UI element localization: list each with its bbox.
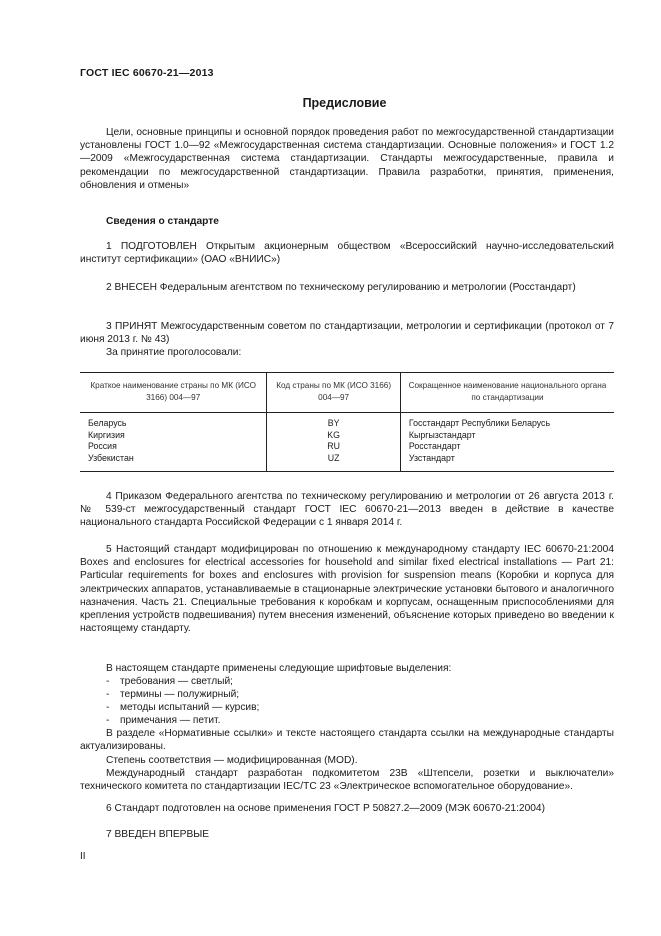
font-item-text: термины — полужирный; xyxy=(120,689,240,700)
page-number: II xyxy=(80,851,86,862)
country-name: Киргизия xyxy=(88,429,125,440)
table-header-code: Код страны по МК (ИСО 3166) 004—97 xyxy=(267,373,401,413)
table-header-body: Сокращенное наименование национального органа по стандартизации xyxy=(400,373,614,413)
item-6-paragraph: 6 Стандарт подготовлен на основе применения ГОСТ Р 50827.2—2009 (МЭК 60670-21:2004) xyxy=(106,803,545,814)
voting-table xyxy=(80,372,614,472)
body-cell xyxy=(400,413,614,472)
item-3-paragraph: 3 ПРИНЯТ Межгосударственным советом по стандартизации, метрологии и сертификации (протокол от 7 июня 2013 г. № 43) xyxy=(80,321,614,346)
list-item: - термины — полужирный; xyxy=(106,689,240,700)
table-header-row xyxy=(80,373,614,413)
intro-paragraph: Цели, основные принципы и основной порядок проведения работ по межгосударственной стандартизации установлены ГОСТ 1.0—92 «Межгосударственная система стандартизации. Основные положения» и ГОСТ 1.2—2009 «Межгосударственная система стандартизации. Стандарты межгосударственные, правила и рекомендации по межгосударственной стандартизации. Правила разработки, принятия, применения, обновления и отмены» xyxy=(80,127,614,191)
font-item-text: методы испытаний — курсив; xyxy=(120,702,260,713)
country-code: UZ xyxy=(327,452,340,463)
fonts-intro: В настоящем стандарте применены следующие шрифтовые выделения: xyxy=(106,663,452,674)
list-item: - примечания — петит. xyxy=(106,715,221,726)
country-code: RU xyxy=(327,441,340,451)
list-item: - требования — светлый; xyxy=(106,676,233,687)
standards-body: Росстандарт xyxy=(408,441,461,451)
table-header-country: Краткое наименование страны по МК (ИСО 3166) 004—97 xyxy=(80,373,267,413)
country-name: Узбекистан xyxy=(88,452,134,463)
country-name: Россия xyxy=(88,441,117,451)
list-item: - методы испытаний — курсив; xyxy=(106,702,260,713)
font-item-text: примечания — петит. xyxy=(120,715,221,726)
item-1-paragraph: 1 ПОДГОТОВЛЕН Открытым акционерным обществом «Всероссийский научно-исследовательский институт сертификации» (ОАО «ВНИИС») xyxy=(80,241,614,266)
item-4-paragraph: 4 Приказом Федерального агентства по техническому регулированию и метрологии от 26 августа 2013 г. № 539-ст межгосударственный стандарт ГОСТ IEC 60670-21—2013 введен в действие в качестве национального стандарта Российской Федерации с 1 января 2014 г. xyxy=(80,491,614,529)
table-row xyxy=(80,413,614,472)
developed-paragraph: Международный стандарт разработан подкомитетом 23В «Штепсели, розетки и выключатели» технического комитета по стандартизации IEC/ТС 23 «Электрическое вспомогательное оборудование». xyxy=(80,768,614,793)
country-code: KG xyxy=(327,429,340,440)
font-item-text: требования — светлый; xyxy=(120,676,233,687)
info-heading: Сведения о стандарте xyxy=(106,216,219,227)
item-5-paragraph: 5 Настоящий стандарт модифицирован по отношению к международному стандарту IEC 60670-21:2004 Boxes and enclosures for electrical accessories for household and similar fixed electrical installations — Part 21: Particular requirements for boxes and enclosures with provision for suspension means (Коробки и корпуса для электрических аппаратов, устанавливаемые в стационарные электрические установки бытового и аналогичного назначения. Часть 21. Специальные требования к коробкам и корпусам, оснащенным приспособлениями для крепления устройств подвешивания) путем внесения изменений, объяснение которых приведено во введении к настоящему стандарту. xyxy=(80,544,614,635)
degree-line: Степень соответствия — модифицированная (MOD). xyxy=(106,755,358,766)
standards-body: Госстандарт Республики Беларусь xyxy=(408,418,551,428)
item-2-paragraph: 2 ВНЕСЕН Федеральным агентством по техническому регулированию и метрологии (Росстандарт) xyxy=(106,282,576,293)
document-code: ГОСТ IEC 60670-21—2013 xyxy=(80,67,214,79)
code-cell xyxy=(267,413,401,472)
voted-label: За принятие проголосовали: xyxy=(106,347,242,358)
standards-body: Кыргызстандарт xyxy=(408,429,476,440)
country-code: BY xyxy=(327,418,340,428)
item-7-paragraph: 7 ВВЕДЕН ВПЕРВЫЕ xyxy=(106,829,210,840)
country-cell xyxy=(80,413,267,472)
page-title: Предисловие xyxy=(302,96,387,110)
norm-refs-paragraph: В разделе «Нормативные ссылки» и тексте настоящего стандарта ссылки на международные стандарты актуализированы. xyxy=(80,728,614,753)
country-name: Беларусь xyxy=(88,418,127,428)
standards-body: Узстандарт xyxy=(408,452,455,463)
